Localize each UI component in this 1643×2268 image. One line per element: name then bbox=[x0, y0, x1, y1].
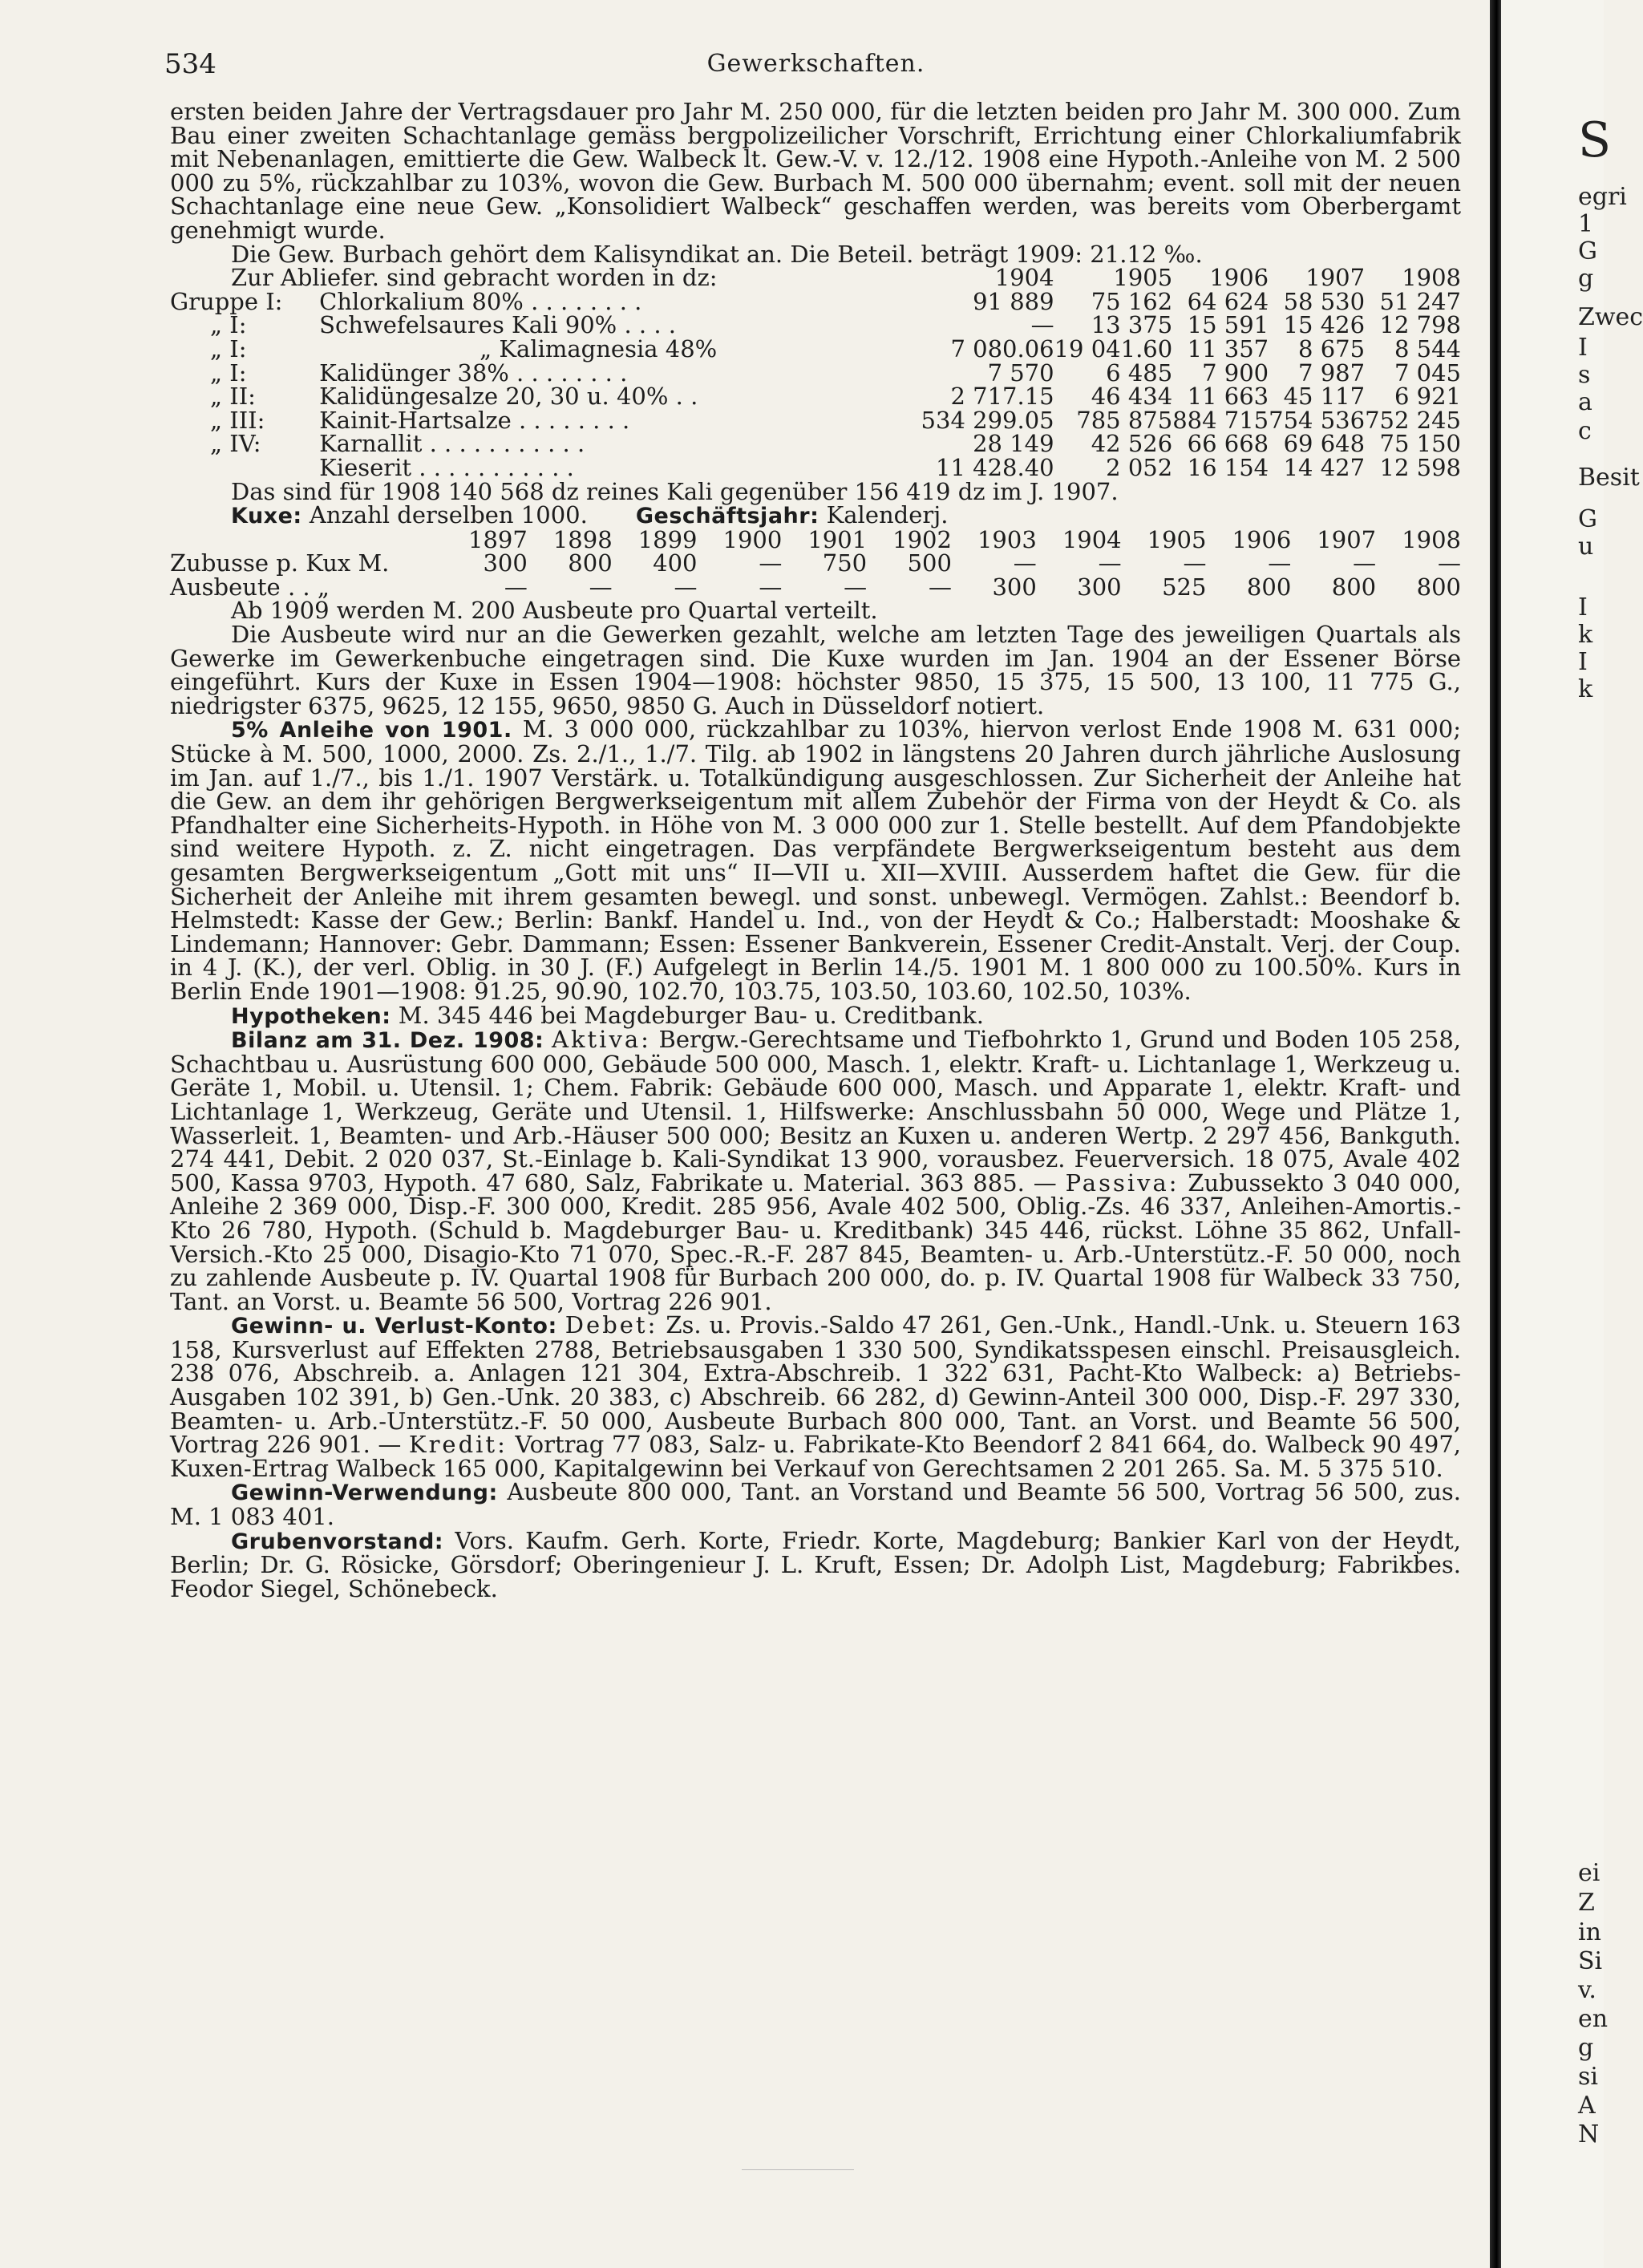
value-cell: 8 544 bbox=[1394, 334, 1461, 362]
section-heading: Gewinn- u. Verlust-Konto: bbox=[231, 1314, 557, 1339]
anleihe-text: M. 3 000 000, rückzahlbar zu 103%, hiervon verlost Ende 1908 M. 631 000; Stücke à M. 500, 1000, 2000. Zs. 2./1., 1./7. Tilg. ab 1902 in längstens 20 Jahren durch jährliche Auslosung im Jan. auf 1./7., bis 1./1. 1907 Verstärk. u. Totalkündigung ausgeschlossen. Zur Sicherheit der Anleihe hat die Gew. an dem ihr gehörigen Bergwerkseigentum mit allem Zubehör der Firma von der Heydt & Co. als Pfandhalter eine Sicherheits-Hypoth. in Höhe von M. 3 000 000 zur 1. Stelle bestellt. Auf dem Pfandobjekte sind weitere Hypoth. z. Z. nicht eingetragen. Das verpfändete Bergwerkseigentum besteht aus dem gesamten Bergwerkseigentum „Gott mit uns“ II—VII u. XII—XVIII. Ausserdem haftet die Gew. für die Sicherheit der Anleihe mit ihrem gesamten bewegl. und sonst. unbewegl. Vermögen. Zahlst.: Beendorf b. Helmstedt: Kasse der Gew.; Berlin: Bankf. Handel u. Ind., von der Heydt & Co.; Halberstadt: Mooshake & Lindemann; Hannover: Gebr. Dammann; Essen: Essener Bankverein, Essener Credit-Anstalt. Verj. der Coup. in 4 J. (K.), der verl. Oblig. in 30 J. (F.) Aufgelegt in Berlin 14./5. 1901 M. 1 800 000 zu 100.50%. Kurs in Berlin Ende 1901—1908: 91.25, 90.90, 102.70, 103.75, 103.50, 103.60, 102.50, 103%. bbox=[170, 715, 1461, 1005]
table-row bbox=[170, 456, 1461, 480]
value-cell: 15 591 bbox=[1187, 311, 1269, 339]
product-cell: Karnallit . . . . . . . . . . . bbox=[319, 430, 585, 458]
grubenvorstand-text: Vors. Kaufm. Gerh. Korte, Friedr. Korte, Magdeburg; Bankier Karl von der Heydt, Berlin; Dr. G. Rösicke, Görsdorf; Oberingenieur J. L. Kruft, Essen; Dr. Adolph List, Magdeburg; Fabrikbes. Feodor Siegel, Schönebeck. bbox=[170, 1526, 1461, 1602]
debet-text: Zs. u. Provis.-Saldo 47 261, Gen.-Unk., Handl.-Unk. u. Steuern 163 158, Kursverlust auf Effekten 2788, Betriebsausgaben 1 330 500, Syndikatsspesen einschl. Preisausgleich. 238 076, Abschreib. a. Anlagen 121 304, Extra-Abschreib. 1 322 631, Pacht-Kto Walbeck: a) Betriebs-Ausgaben 102 391, b) Gen.-Unk. 20 383, c) Abschreib. 66 282, d) Gewinn-Anteil 300 000, Disp.-F. 297 330, Beamten- u. Arb.-Unterstütz.-F. 50 000, Ausbeute Burbach 800 000, Tant. an Vorst. und Beamte 56 500, Vortrag 226 901. — bbox=[170, 1311, 1462, 1459]
value-cell: 7 080.06 bbox=[950, 334, 1054, 362]
strip-fragment: en bbox=[1578, 2005, 1609, 2033]
table-row bbox=[170, 409, 1461, 433]
strip-fragment: k bbox=[1578, 675, 1593, 703]
strip-fragment: I bbox=[1578, 648, 1588, 676]
paragraph-kalisyndikat: Die Gew. Burbach gehört dem Kalisyndikat an. Die Beteil. beträgt 1909: 21.12 ‰. bbox=[231, 240, 1203, 268]
product-cell: Chlorkalium 80% . . . . . . . . bbox=[319, 287, 642, 315]
strip-fragment: g bbox=[1578, 2034, 1594, 2062]
passiva-text: Zubussekto 3 040 000, Anleihe 2 369 000, Disp.-F. 300 000, Kredit. 285 956, Avale 402 500, Oblig.-Zs. 46 337, Anleihen-Amortis.-Kto 26 780, Hypoth. (Schuld b. Magdeburger Bau- u. Kreditbank) 345 446, rückst. Löhne 35 862, Unfall-Versich.-Kto 25 000, Disagio-Kto 71 070, Spec.-R.-F. 287 845, Beamten- u. Arb.-Unterstütz.-F. 50 000, noch zu zahlende Ausbeute p. IV. Quartal 1908 für Burbach 200 000, do. p. IV. Quartal 1908 für Walbeck 33 750, Tant. an Vorst. u. Beamte 56 500, Vortrag 226 901. bbox=[170, 1168, 1461, 1315]
group-cell: „ I: bbox=[210, 311, 247, 339]
paragraph-kali-total: Das sind für 1908 140 568 dz reines Kali gegenüber 156 419 dz im J. 1907. bbox=[231, 477, 1119, 505]
value-cell: 752 245 bbox=[1365, 406, 1461, 434]
value-cell: 75 150 bbox=[1379, 430, 1461, 458]
group-cell: „ I: bbox=[210, 358, 247, 387]
strip-fragment: Besit bbox=[1578, 464, 1640, 492]
section-heading: Kuxe: bbox=[231, 504, 302, 529]
group-cell: „ IV: bbox=[210, 430, 261, 458]
value-cell: 66 668 bbox=[1187, 430, 1269, 458]
year-header: 1907 bbox=[1305, 264, 1366, 292]
strip-fragment: A bbox=[1578, 2092, 1596, 2120]
passiva-label: Passiva: bbox=[1065, 1168, 1180, 1197]
value-cell: — bbox=[1268, 549, 1292, 577]
value-cell: 785 875 bbox=[1076, 406, 1173, 434]
value-cell: 500 bbox=[907, 549, 952, 577]
page-header bbox=[164, 48, 1467, 88]
value-cell: 91 889 bbox=[973, 287, 1054, 315]
table-row bbox=[170, 290, 1461, 314]
product-cell: Kieserit . . . . . . . . . . . bbox=[319, 453, 574, 481]
table-row bbox=[170, 385, 1461, 409]
value-cell: 6 485 bbox=[1106, 358, 1173, 387]
value-cell: 14 427 bbox=[1283, 453, 1366, 481]
value-cell: 7 045 bbox=[1394, 358, 1461, 387]
kredit-text: Vortrag 77 083, Salz- u. Fabrikate-Kto Beendorf 2 841 664, do. Walbeck 90 497, Kuxen-Ertrag Walbeck 165 000, Kapitalgewinn bei Verkauf von Gerechtsamen 2 201 265. Sa. M. 5 375 510. bbox=[170, 1431, 1461, 1482]
value-cell: 75 162 bbox=[1091, 287, 1173, 315]
ablieferung-table bbox=[170, 266, 1461, 480]
group-cell: „ I: bbox=[210, 334, 247, 362]
paragraph-ausbeute: Die Ausbeute wird nur an die Gewerken gezahlt, welche am letzten Tage des jeweiligen Quartals als Gewerke im Gewerkenbuche eingetragen sind. Die Kuxe wurden im Jan. 1904 an der Essener Börse eingeführt. Kurs der Kuxe in Essen 1904—1908: höchster 9850, 15 375, 15 500, 13 100, 11 775 G., niedrigster 6375, 9625, 12 155, 9650, 9850 G. Auch in Düsseldorf notiert. bbox=[170, 621, 1461, 719]
debet-label: Debet: bbox=[565, 1311, 658, 1339]
group-cell bbox=[170, 456, 319, 480]
kredit-label: Kredit: bbox=[408, 1431, 508, 1459]
year-header: 1897 bbox=[468, 525, 528, 553]
table-row bbox=[170, 314, 1461, 338]
year-header: 1907 bbox=[1317, 525, 1377, 553]
paragraph-grubenvorstand bbox=[170, 1526, 1461, 1602]
value-cell: 19 041.60 bbox=[1054, 334, 1173, 362]
value-cell: — bbox=[589, 573, 613, 601]
value-cell: 800 bbox=[1331, 573, 1377, 601]
year-header: 1901 bbox=[807, 525, 868, 553]
value-cell: 300 bbox=[992, 573, 1037, 601]
ablieferung-header-row bbox=[170, 266, 1461, 290]
value-cell: 7 987 bbox=[1298, 358, 1366, 387]
value-cell: 800 bbox=[568, 549, 613, 577]
value-cell: — bbox=[1438, 549, 1461, 577]
value-cell: 69 648 bbox=[1283, 430, 1366, 458]
gewinn-verwendung-text: Ausbeute 800 000, Tant. an Vorstand und Beamte 56 500, Vortrag 56 500, zus. M. 1 083 401. bbox=[170, 1478, 1461, 1531]
bottom-rule bbox=[742, 2169, 854, 2170]
table-row bbox=[170, 576, 1461, 600]
strip-fragment: in bbox=[1578, 1918, 1601, 1946]
value-cell: 300 bbox=[1077, 573, 1122, 601]
product-cell: Kalidüngesalze 20, 30 u. 40% . . bbox=[319, 383, 698, 411]
strip-fragment: a bbox=[1578, 388, 1592, 416]
value-cell: 7 900 bbox=[1202, 358, 1269, 387]
value-cell: 300 bbox=[483, 549, 528, 577]
value-cell: — bbox=[759, 549, 783, 577]
paragraph-hypotheken bbox=[170, 1001, 1461, 1029]
value-cell: 13 375 bbox=[1091, 311, 1173, 339]
value-cell: 16 154 bbox=[1187, 453, 1269, 481]
paragraph-ausbeute-quartal: Ab 1909 werden M. 200 Ausbeute pro Quartal verteilt. bbox=[231, 597, 878, 625]
group-cell: „ II: bbox=[210, 383, 256, 411]
page-number: 534 bbox=[164, 48, 217, 80]
year-header: 1908 bbox=[1402, 525, 1461, 553]
strip-fragment: 1 bbox=[1578, 210, 1594, 238]
value-cell: 64 624 bbox=[1187, 287, 1269, 315]
value-cell: — bbox=[1030, 311, 1054, 339]
paragraph-gewinn-verlust bbox=[170, 1311, 1462, 1482]
value-cell: 11 663 bbox=[1187, 383, 1269, 411]
value-cell: 800 bbox=[1416, 573, 1461, 601]
value-cell: 525 bbox=[1162, 573, 1207, 601]
year-header: 1902 bbox=[892, 525, 952, 553]
aktiva-text: Bergw.-Gerechtsame und Tiefbohrkto 1, Grund und Boden 105 258, Schachtbau u. Ausrüstung 600 000, Gebäude 500 000, Masch. 1, elektr. Kraft- u. Lichtanlage 1, Werkzeug u. Geräte 1, Mobil. u. Utensil. 1; Chem. Fabrik: Gebäude 600 000, Masch. und Apparate 1, elektr. Kraft- und Lichtanlage 1, Werkzeug, Geräte und Utensil. 1, Hilfswerke: Anschlussbahn 50 000, Wege und Plätze 1, Wasserleit. 1, Beamten- und Arb.-Häuser 500 000; Besitz an Kuxen u. anderen Wertp. 2 297 456, Bankguth. 274 441, Debit. 2 020 037, St.-Einlage b. Kali-Syndikat 13 900, vorausbez. Feuerversich. 18 075, Avale 402 500, Kassa 9703, Hypoth. 47 680, Salz, Fabrikate u. Material. 363 885. — bbox=[170, 1026, 1462, 1197]
row-label: Ausbeute . . „ bbox=[170, 573, 330, 601]
value-cell: — bbox=[1098, 549, 1122, 577]
product-cell: Kalidünger 38% . . . . . . . . bbox=[319, 358, 628, 387]
paragraph-walbeck: ersten beiden Jahre der Vertragsdauer pro Jahr M. 250 000, für die letzten beiden pro Jahr M. 300 000. Zum Bau einer zweiten Schachtanlage gemäss bergpolizeilicher Vorschrift, Errichtung einer Chlorkaliumfabrik mit Nebenanlagen, emittierte die Gew. Walbeck lt. Gew.-V. v. 12./12. 1908 eine Hypoth.-Anleihe von M. 2 500 000 zu 5%, rückzahlbar zu 103%, wovon die Gew. Burbach M. 500 000 übernahm; event. soll mit der neuen Schachtanlage eine neue Gew. „Konsolidiert Walbeck“ geschaffen werden, was bereits vom Oberbergamt genehmigt wurde. bbox=[170, 98, 1461, 244]
strip-fragment: v. bbox=[1578, 1976, 1596, 2004]
strip-fragment: S bbox=[1578, 112, 1612, 168]
section-heading: 5% Anleihe von 1901. bbox=[231, 718, 512, 743]
value-cell: 42 526 bbox=[1091, 430, 1173, 458]
strip-fragment: Si bbox=[1578, 1947, 1603, 1975]
value-cell: 8 675 bbox=[1298, 334, 1366, 362]
section-heading: Gewinn-Verwendung: bbox=[231, 1480, 498, 1506]
aktiva-label: Aktiva: bbox=[552, 1026, 651, 1054]
strip-fragment: G bbox=[1578, 505, 1597, 533]
value-cell: — bbox=[928, 573, 952, 601]
year-header: 1899 bbox=[637, 525, 698, 553]
value-cell: 12 798 bbox=[1379, 311, 1461, 339]
strip-fragment: I bbox=[1578, 593, 1588, 622]
section-heading: Hypotheken: bbox=[231, 1003, 391, 1029]
value-cell: 15 426 bbox=[1283, 311, 1366, 339]
gutter-shadow bbox=[1490, 0, 1501, 2268]
value-cell: 58 530 bbox=[1283, 287, 1366, 315]
year-header: 1906 bbox=[1232, 525, 1292, 553]
strip-fragment: si bbox=[1578, 2063, 1598, 2091]
value-cell: — bbox=[674, 573, 698, 601]
value-cell: 12 598 bbox=[1379, 453, 1461, 481]
table-row bbox=[170, 552, 1461, 576]
strip-fragment: Zwec bbox=[1578, 303, 1643, 331]
year-header: 1905 bbox=[1147, 525, 1207, 553]
strip-fragment: Z bbox=[1578, 1889, 1595, 1917]
section-heading: Bilanz am 31. Dez. 1908: bbox=[231, 1028, 544, 1054]
strip-fragment: ei bbox=[1578, 1859, 1601, 1887]
value-cell: 28 149 bbox=[973, 430, 1054, 458]
paragraph-kuxe bbox=[170, 501, 1461, 529]
value-cell: 400 bbox=[653, 549, 698, 577]
product-cell: Schwefelsaures Kali 90% . . . . bbox=[319, 311, 676, 339]
value-cell: 46 434 bbox=[1091, 383, 1173, 411]
year-header: 1908 bbox=[1402, 264, 1461, 292]
table-row bbox=[170, 362, 1461, 386]
value-cell: 51 247 bbox=[1379, 287, 1461, 315]
group-cell: Gruppe I: bbox=[170, 287, 283, 315]
value-cell: 750 bbox=[822, 549, 868, 577]
value-cell: — bbox=[1013, 549, 1037, 577]
product-cell: Kainit-Hartsalze . . . . . . . . bbox=[319, 406, 630, 434]
strip-fragment: c bbox=[1578, 417, 1592, 445]
value-cell: 884 715 bbox=[1172, 406, 1269, 434]
ablieferung-label: Zur Abliefer. sind gebracht worden in dz: bbox=[231, 264, 718, 292]
kuxe-header-row bbox=[170, 529, 1461, 553]
value-cell: 11 357 bbox=[1187, 334, 1269, 362]
value-cell: — bbox=[504, 573, 528, 601]
year-header: 1903 bbox=[977, 525, 1037, 553]
value-cell: 2 717.15 bbox=[950, 383, 1054, 411]
value-cell: 800 bbox=[1246, 573, 1292, 601]
section-heading: Geschäftsjahr: bbox=[635, 504, 819, 529]
year-header: 1905 bbox=[1113, 264, 1173, 292]
year-header: 1900 bbox=[722, 525, 783, 553]
paragraph-bilanz bbox=[170, 1028, 1461, 1314]
row-label: Zubusse p. Kux M. bbox=[170, 549, 390, 577]
strip-fragment: egri bbox=[1578, 183, 1627, 211]
value-cell: 7 570 bbox=[987, 358, 1054, 387]
value-cell: 534 299.05 bbox=[921, 406, 1054, 434]
year-header: 1904 bbox=[994, 264, 1054, 292]
year-header: 1904 bbox=[1062, 525, 1122, 553]
running-head: Gewerkschaften. bbox=[706, 50, 925, 78]
page-content bbox=[170, 100, 1461, 1601]
kuxe-table bbox=[170, 525, 1461, 601]
paragraph-anleihe bbox=[170, 715, 1461, 1005]
strip-fragment: u bbox=[1578, 533, 1594, 561]
value-cell: — bbox=[1353, 549, 1377, 577]
group-cell: „ III: bbox=[210, 406, 265, 434]
strip-fragment: I bbox=[1578, 334, 1588, 362]
strip-fragment: s bbox=[1578, 361, 1591, 389]
kuxe-corner-cell bbox=[170, 529, 443, 553]
kuxe-count-text: Anzahl derselben 1000. bbox=[301, 501, 588, 529]
paragraph-gewinn-verwendung bbox=[170, 1480, 1461, 1529]
value-cell: — bbox=[759, 573, 783, 601]
value-cell: 11 428.40 bbox=[936, 453, 1054, 481]
value-cell: 45 117 bbox=[1283, 383, 1366, 411]
value-cell: 6 921 bbox=[1394, 383, 1461, 411]
year-header: 1898 bbox=[552, 525, 613, 553]
table-row bbox=[170, 432, 1461, 456]
fiscal-year-text: Kalenderj. bbox=[819, 501, 949, 529]
year-header: 1906 bbox=[1209, 264, 1269, 292]
hypotheken-text: M. 345 446 bei Magdeburger Bau- u. Creditbank. bbox=[391, 1001, 984, 1029]
table-row bbox=[170, 338, 1461, 362]
strip-fragment: G bbox=[1578, 237, 1597, 265]
strip-fragment: k bbox=[1578, 621, 1593, 649]
product-cell: „ Kalimagnesia 48% bbox=[480, 334, 718, 362]
section-heading: Grubenvorstand: bbox=[231, 1529, 444, 1554]
value-cell: 754 536 bbox=[1269, 406, 1366, 434]
strip-fragment: N bbox=[1578, 2120, 1600, 2149]
value-cell: — bbox=[1183, 549, 1207, 577]
value-cell: 2 052 bbox=[1106, 453, 1173, 481]
strip-fragment: g bbox=[1578, 265, 1594, 293]
value-cell: — bbox=[844, 573, 868, 601]
